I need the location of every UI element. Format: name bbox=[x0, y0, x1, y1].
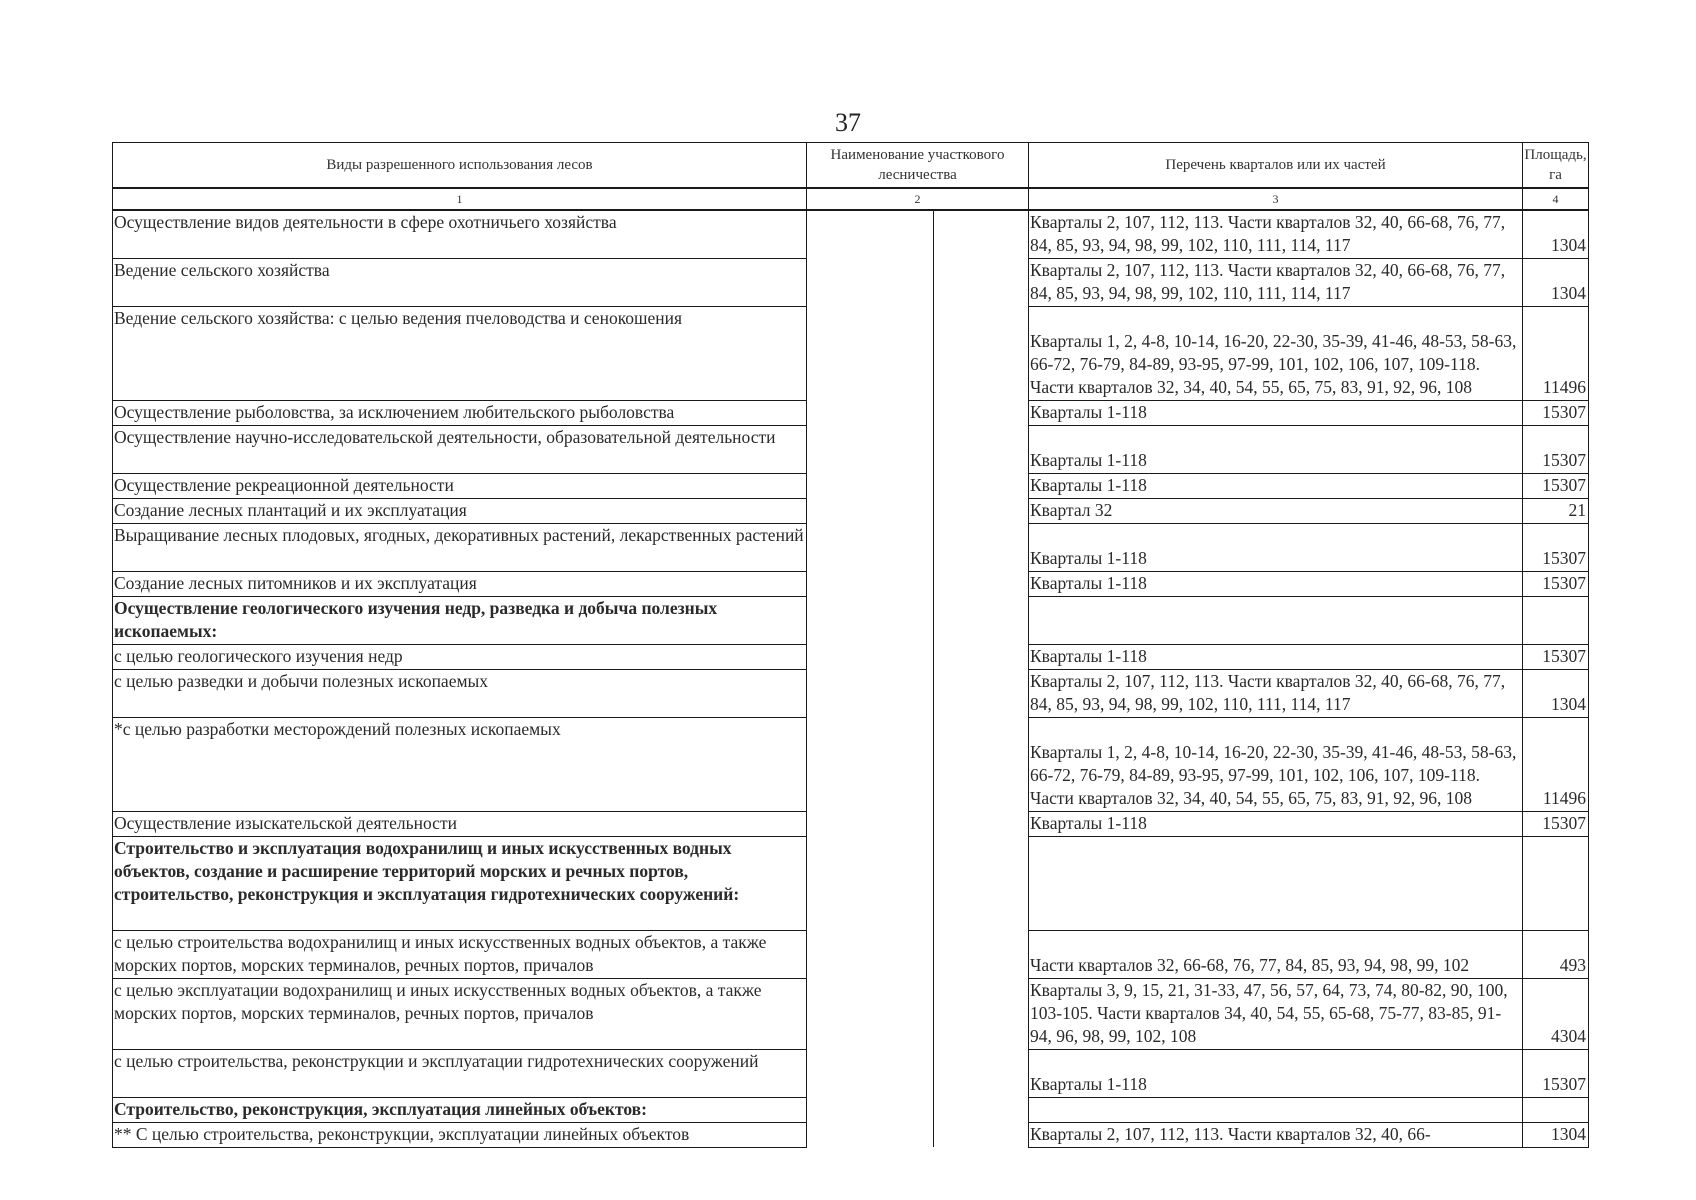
area-cell bbox=[1523, 596, 1589, 644]
use-type-cell: Ведение сельского хозяйства: с целью ведения пчеловодства и сенокошения bbox=[113, 306, 807, 400]
section-heading-cell: Строительство, реконструкция, эксплуатация линейных объектов: bbox=[113, 1097, 807, 1122]
quarters-cell: Кварталы 2, 107, 112, 113. Части кварталов 32, 40, 66- bbox=[1029, 1122, 1523, 1147]
header-use-type: Виды разрешенного использования лесов bbox=[113, 143, 807, 189]
area-cell bbox=[1523, 836, 1589, 930]
quarters-cell: Кварталы 1-118 bbox=[1029, 644, 1523, 669]
quarters-cell: Кварталы 2, 107, 112, 113. Части кварталов 32, 40, 66-68, 76, 77, 84, 85, 93, 94, 98, 99, 102, 110, 111, 114, 117 bbox=[1029, 669, 1523, 717]
quarters-cell: Кварталы 1-118 bbox=[1029, 1049, 1523, 1097]
area-cell: 15307 bbox=[1523, 644, 1589, 669]
area-cell: 1304 bbox=[1523, 669, 1589, 717]
area-cell: 15307 bbox=[1523, 571, 1589, 596]
use-type-cell: Осуществление изыскательской деятельности bbox=[113, 811, 807, 836]
quarters-cell: Кварталы 1-118 bbox=[1029, 400, 1523, 425]
section-heading-cell: Осуществление геологического изучения недр, разведка и добыча полезных ископаемых: bbox=[113, 596, 807, 644]
use-type-cell: Ведение сельского хозяйства bbox=[113, 258, 807, 306]
area-cell: 11496 bbox=[1523, 306, 1589, 400]
area-cell: 1304 bbox=[1523, 210, 1589, 258]
area-cell: 15307 bbox=[1523, 1049, 1589, 1097]
page-number: 37 bbox=[835, 108, 861, 137]
area-cell: 1304 bbox=[1523, 258, 1589, 306]
use-type-cell: с целью эксплуатации водохранилищ и иных искусственных водных объектов, а также морских портов, морских терминалов, речных портов, причалов bbox=[113, 978, 807, 1049]
use-type-cell: с целью строительства водохранилищ и иных искусственных водных объектов, а также морских портов, морских терминалов, речных портов, причалов bbox=[113, 930, 807, 978]
forestry-divider bbox=[933, 211, 934, 1147]
table-row bbox=[113, 210, 1589, 258]
quarters-cell bbox=[1029, 836, 1523, 930]
area-cell: 493 bbox=[1523, 930, 1589, 978]
use-type-cell: Осуществление рыболовства, за исключением любительского рыболовства bbox=[113, 400, 807, 425]
quarters-cell: Кварталы 1-118 bbox=[1029, 425, 1523, 473]
quarters-cell: Кварталы 1-118 bbox=[1029, 523, 1523, 571]
quarters-cell bbox=[1029, 1097, 1523, 1122]
area-cell: 15307 bbox=[1523, 811, 1589, 836]
quarters-cell: Кварталы 1-118 bbox=[1029, 473, 1523, 498]
column-number: 2 bbox=[807, 188, 1029, 210]
quarters-cell: Кварталы 2, 107, 112, 113. Части кварталов 32, 40, 66-68, 76, 77, 84, 85, 93, 94, 98, 99, 102, 110, 111, 114, 117 bbox=[1029, 210, 1523, 258]
quarters-cell: Квартал 32 bbox=[1029, 498, 1523, 523]
area-cell bbox=[1523, 1097, 1589, 1122]
forest-use-table bbox=[112, 142, 1589, 1148]
area-cell: 11496 bbox=[1523, 717, 1589, 811]
header-area: Площадь, га bbox=[1523, 143, 1589, 189]
quarters-cell: Кварталы 1-118 bbox=[1029, 811, 1523, 836]
quarters-cell: Кварталы 1-118 bbox=[1029, 571, 1523, 596]
table-header-row bbox=[113, 143, 1589, 189]
column-number: 3 bbox=[1029, 188, 1523, 210]
quarters-cell: Кварталы 3, 9, 15, 21, 31-33, 47, 56, 57, 64, 73, 74, 80-82, 90, 100, 103-105. Части кварталов 34, 40, 54, 55, 65-68, 75-77, 83-85, 91-94, 96, 98, 99, 102, 108 bbox=[1029, 978, 1523, 1049]
section-heading-cell: Строительство и эксплуатация водохранилищ и иных искусственных водных объектов, создание и расширение территорий морских и речных портов, строительство, реконструкция и эксплуатация гидротехнических сооружений: bbox=[113, 836, 807, 930]
header-quarters: Перечень кварталов или их частей bbox=[1029, 143, 1523, 189]
use-type-cell: с целью строительства, реконструкции и эксплуатации гидротехнических сооружений bbox=[113, 1049, 807, 1097]
area-cell: 21 bbox=[1523, 498, 1589, 523]
use-type-cell: ** С целью строительства, реконструкции, эксплуатации линейных объектов bbox=[113, 1122, 807, 1147]
area-cell: 15307 bbox=[1523, 523, 1589, 571]
use-type-cell: с целью разведки и добычи полезных ископаемых bbox=[113, 669, 807, 717]
area-cell: 15307 bbox=[1523, 425, 1589, 473]
use-type-cell: Создание лесных питомников и их эксплуатация bbox=[113, 571, 807, 596]
use-type-cell: Осуществление рекреационной деятельности bbox=[113, 473, 807, 498]
area-cell: 1304 bbox=[1523, 1122, 1589, 1147]
use-type-cell: Создание лесных плантаций и их эксплуатация bbox=[113, 498, 807, 523]
quarters-cell: Кварталы 1, 2, 4-8, 10-14, 16-20, 22-30, 35-39, 41-46, 48-53, 58-63, 66-72, 76-79, 84-89, 93-95, 97-99, 101, 102, 106, 107, 109-118. Части кварталов 32, 34, 40, 54, 55, 65, 75, 83, 91, 92, 96, 108 bbox=[1029, 306, 1523, 400]
area-cell: 4304 bbox=[1523, 978, 1589, 1049]
column-number: 4 bbox=[1523, 188, 1589, 210]
area-cell: 15307 bbox=[1523, 473, 1589, 498]
header-forestry: Наименование участкового лесничества bbox=[807, 143, 1029, 189]
quarters-cell: Кварталы 2, 107, 112, 113. Части кварталов 32, 40, 66-68, 76, 77, 84, 85, 93, 94, 98, 99, 102, 110, 111, 114, 117 bbox=[1029, 258, 1523, 306]
use-type-cell: *с целью разработки месторождений полезных ископаемых bbox=[113, 717, 807, 811]
use-type-cell: Выращивание лесных плодовых, ягодных, декоративных растений, лекарственных растений bbox=[113, 523, 807, 571]
column-number: 1 bbox=[113, 188, 807, 210]
quarters-cell bbox=[1029, 596, 1523, 644]
quarters-cell: Кварталы 1, 2, 4-8, 10-14, 16-20, 22-30, 35-39, 41-46, 48-53, 58-63, 66-72, 76-79, 84-89, 93-95, 97-99, 101, 102, 106, 107, 109-118. Части кварталов 32, 34, 40, 54, 55, 65, 75, 83, 91, 92, 96, 108 bbox=[1029, 717, 1523, 811]
forestry-cell bbox=[807, 210, 1029, 1147]
area-cell: 15307 bbox=[1523, 400, 1589, 425]
use-type-cell: Осуществление видов деятельности в сфере охотничьего хозяйства bbox=[113, 210, 807, 258]
use-type-cell: с целью геологического изучения недр bbox=[113, 644, 807, 669]
use-type-cell: Осуществление научно-исследовательской деятельности, образовательной деятельности bbox=[113, 425, 807, 473]
column-number-row bbox=[113, 188, 1589, 210]
quarters-cell: Части кварталов 32, 66-68, 76, 77, 84, 85, 93, 94, 98, 99, 102 bbox=[1029, 930, 1523, 978]
